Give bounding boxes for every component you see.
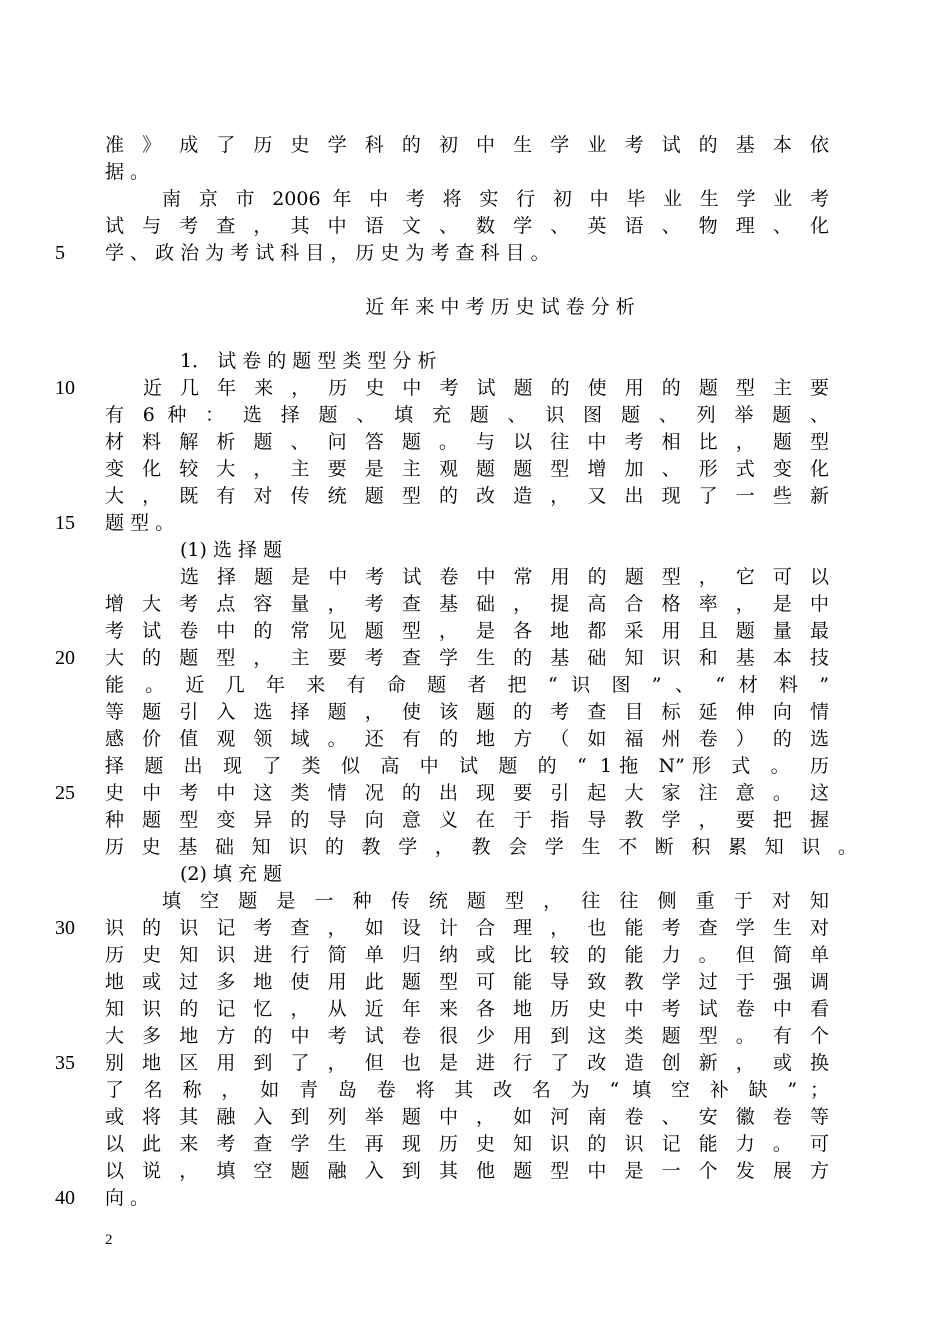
text-line: 大 多 地 方 的 中 考 试 卷 很 少 用 到 这 类 题 型 。 有 个 xyxy=(105,1025,829,1047)
text-line: 识 的 识 记 考 查 ， 如 设 计 合 理 ， 也 能 考 查 学 生 对 xyxy=(105,917,829,939)
text-line: 以 说 ， 填 空 题 融 入 到 其 他 题 型 中 是 一 个 发 展 方 xyxy=(105,1160,829,1182)
page-number: 2 xyxy=(105,1232,113,1248)
line-number: 40 xyxy=(55,1187,75,1209)
text-line: 知 识 的 记 忆 ， 从 近 年 来 各 地 历 史 中 考 试 卷 中 看 xyxy=(105,998,829,1020)
text-line: 了 名 称 ， 如 青 岛 卷 将 其 改 名 为 “ 填 空 补 缺 ” ； xyxy=(105,1079,829,1101)
text-line: 择 题 出 现 了 类 似 高 中 试 题 的 “ 1拖 N”形 式 。 历 xyxy=(105,755,829,777)
text-line: 或 将 其 融 入 到 列 举 题 中 ， 如 河 南 卷 、 安 徽 卷 等 xyxy=(105,1106,829,1128)
text-line: 准 》 成 了 历 史 学 科 的 初 中 生 学 业 考 试 的 基 本 依 xyxy=(105,134,829,156)
text-line: 别 地 区 用 到 了 ， 但 也 是 进 行 了 改 造 创 新 ， 或 换 xyxy=(105,1052,829,1074)
text-line: 以 此 来 考 查 学 生 再 现 历 史 知 识 的 识 记 能 力 。 可 xyxy=(105,1133,829,1155)
text-line: 史 中 考 中 这 类 情 况 的 出 现 要 引 起 大 家 注 意 。 这 xyxy=(105,782,829,804)
text-line: 能 。 近 几 年 来 有 命 题 者 把 “ 识 图 ” 、 “ 材 料 ” xyxy=(105,674,829,696)
text-line: 据 。 xyxy=(105,161,150,183)
text-line: 等 题 引 入 选 择 题 ， 使 该 题 的 考 查 目 标 延 伸 向 情 xyxy=(105,701,829,723)
line-number: 5 xyxy=(55,242,65,264)
text-line: (2) 填 充 题 xyxy=(180,863,283,885)
line-number: 35 xyxy=(55,1052,75,1074)
line-number: 30 xyxy=(55,917,75,939)
text-line: 1． 试 卷 的 题 型 类 型 分 析 xyxy=(180,350,437,372)
text-line: 种 题 型 变 异 的 导 向 意 义 在 于 指 导 教 学 ， 要 把 握 xyxy=(105,809,829,831)
text-line: 大 ， 既 有 对 传 统 题 型 的 改 造 ， 又 出 现 了 一 些 新 xyxy=(105,485,829,507)
line-number: 20 xyxy=(55,647,75,669)
text-line: 历 史 知 识 进 行 简 单 归 纳 或 比 较 的 能 力 。 但 简 单 xyxy=(105,944,829,966)
text-line: 材 料 解 析 题 、 问 答 题 。 与 以 往 中 考 相 比 ， 题 型 xyxy=(105,431,829,453)
text-line: 考 试 卷 中 的 常 见 题 型 ， 是 各 地 都 采 用 且 题 量 最 xyxy=(105,620,829,642)
line-number: 15 xyxy=(55,512,75,534)
text-line: 近 几 年 来 ， 历 史 中 考 试 题 的 使 用 的 题 型 主 要 xyxy=(143,377,829,399)
text-line: (1) 选 择 题 xyxy=(180,539,283,561)
text-line: 增 大 考 点 容 量 ， 考 查 基 础 ， 提 高 合 格 率 ， 是 中 xyxy=(105,593,829,615)
text-line: 感 价 值 观 领 域 。 还 有 的 地 方 （ 如 福 州 卷 ） 的 选 xyxy=(105,728,829,750)
line-number: 25 xyxy=(55,782,75,804)
text-line: 变 化 较 大 ， 主 要 是 主 观 题 题 型 增 加 、 形 式 变 化 xyxy=(105,458,829,480)
text-line: 试 与 考 查 ， 其 中 语 文 、 数 学 、 英 语 、 物 理 、 化 xyxy=(105,215,829,237)
text-line: 选 择 题 是 中 考 试 卷 中 常 用 的 题 型 ， 它 可 以 xyxy=(180,566,829,588)
text-line: 向 。 xyxy=(105,1187,150,1209)
line-number: 10 xyxy=(55,377,75,399)
text-line: 近 年 来 中 考 历 史 试 卷 分 析 xyxy=(365,296,635,318)
text-line: 地 或 过 多 地 使 用 此 题 型 可 能 导 致 教 学 过 于 强 调 xyxy=(105,971,829,993)
text-line: 大 的 题 型 ， 主 要 考 查 学 生 的 基 础 知 识 和 基 本 技 xyxy=(105,647,829,669)
text-line: 题 型 。 xyxy=(105,512,175,534)
text-line: 学 、 政 治 为 考 试 科 目 ， 历 史 为 考 查 科 目 。 xyxy=(105,242,550,264)
text-line: 历 史 基 础 知 识 的 教 学 ， 教 会 学 生 不 断 积 累 知 识 。 xyxy=(105,836,857,858)
text-line: 南 京 市 2006 年 中 考 将 实 行 初 中 毕 业 生 学 业 考 xyxy=(162,188,829,210)
text-line: 填 空 题 是 一 种 传 统 题 型 ， 往 往 侧 重 于 对 知 xyxy=(162,890,829,912)
text-line: 有 6 种 ： 选 择 题 、 填 充 题 、 识 图 题 、 列 举 题 、 xyxy=(105,404,829,426)
